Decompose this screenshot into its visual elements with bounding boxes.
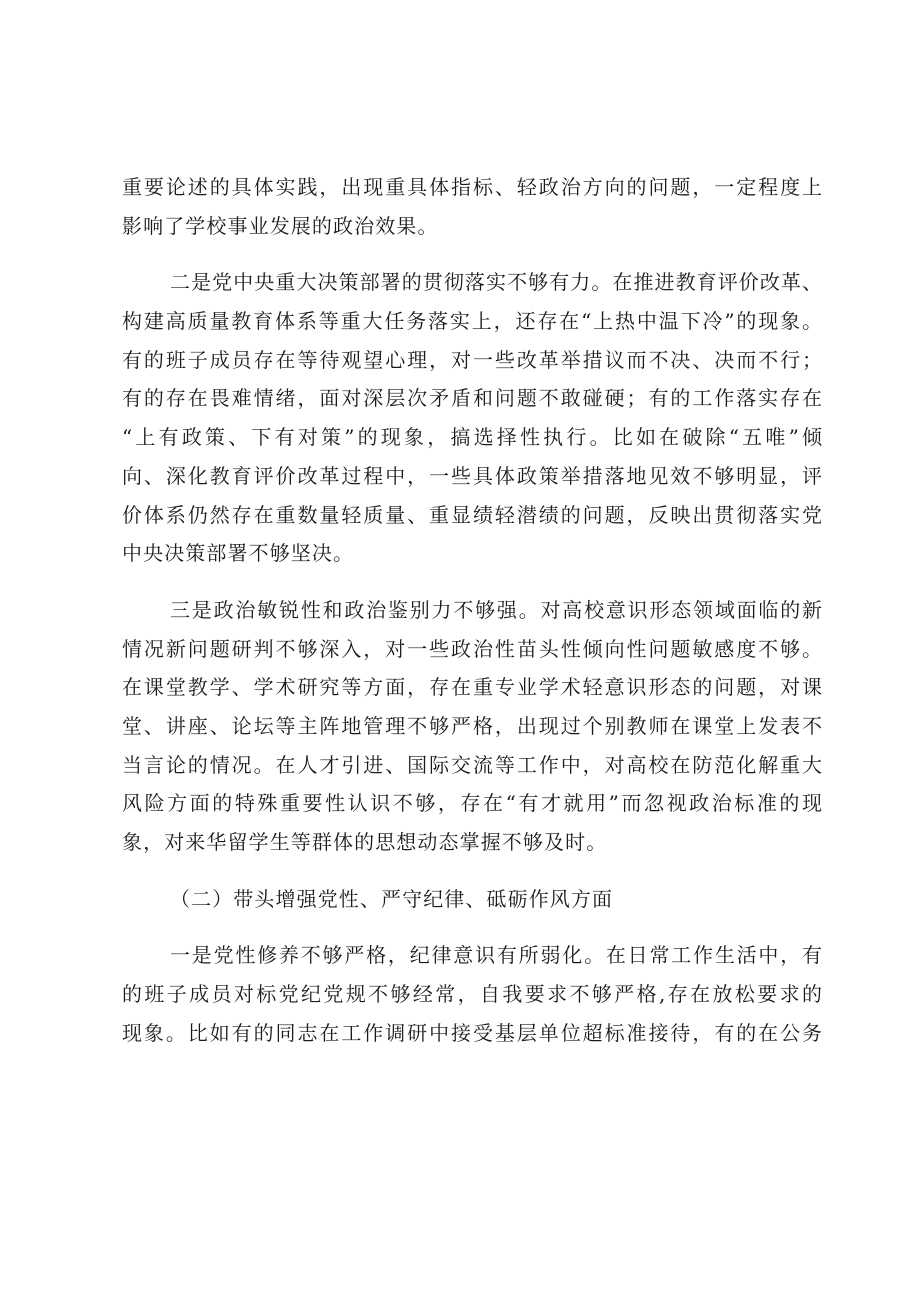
text-line: 现象。比如有的同志在工作调研中接受基层单位超标准接待，有的在公务 [122, 1020, 822, 1045]
text-line: 向、深化教育评价改革过程中，一些具体政策举措落地见效不够明显，评 [122, 463, 822, 488]
paragraph-start-line: 二是党中央重大决策部署的贯彻落实不够有力。在推进教育评价改革、 [170, 270, 822, 295]
text-line: 有的存在畏难情绪，面对深层次矛盾和问题不敢碰硬；有的工作落实存在 [122, 386, 822, 411]
text-line: 价体系仍然存在重数量轻质量、重显绩轻潜绩的问题，反映出贯彻落实党 [122, 502, 822, 527]
body-text [122, 168, 822, 1052]
text-line: 象，对来华留学生等群体的思想动态掌握不够及时。 [122, 830, 608, 854]
text-line: “上有政策、下有对策”的现象，搞选择性执行。比如在破除“五唯”倾 [122, 425, 822, 450]
text-line: 构建高质量教育体系等重大任务落实上，还存在“上热中温下冷”的现象。 [122, 309, 822, 334]
text-line: 在课堂教学、学术研究等方面，存在重专业学术轻意识形态的问题，对课 [122, 675, 822, 700]
text-line: 的班子成员对标党纪党规不够经常，自我要求不够严格,存在放松要求的 [122, 982, 822, 1007]
section-heading: （二）带头增强党性、严守纪律、砥砺作风方面 [170, 886, 614, 911]
paragraph-start-line: 三是政治敏锐性和政治鉴别力不够强。对高校意识形态领域面临的新 [170, 597, 822, 622]
text-line: 堂、讲座、论坛等主阵地管理不够严格，出现过个别教师在课堂上发表不 [122, 713, 822, 738]
text-line: 中央决策部署不够坚决。 [122, 541, 355, 566]
text-line: 当言论的情况。在人才引进、国际交流等工作中，对高校在防范化解重大 [122, 752, 822, 777]
text-line: 有的班子成员存在等待观望心理，对一些改革举措议而不决、决而不行； [122, 347, 822, 372]
text-line: 情况新问题研判不够深入，对一些政治性苗头性倾向性问题敏感度不够。 [122, 636, 822, 661]
text-line: 风险方面的特殊重要性认识不够，存在“有才就用”而忽视政治标准的现 [122, 791, 822, 816]
paragraph-start-line: 一是党性修养不够严格，纪律意识有所弱化。在日常工作生活中，有 [170, 943, 822, 968]
text-line: 影响了学校事业发展的政治效果。 [122, 213, 439, 238]
text-line: 重要论述的具体实践，出现重具体指标、轻政治方向的问题，一定程度上 [122, 175, 822, 199]
